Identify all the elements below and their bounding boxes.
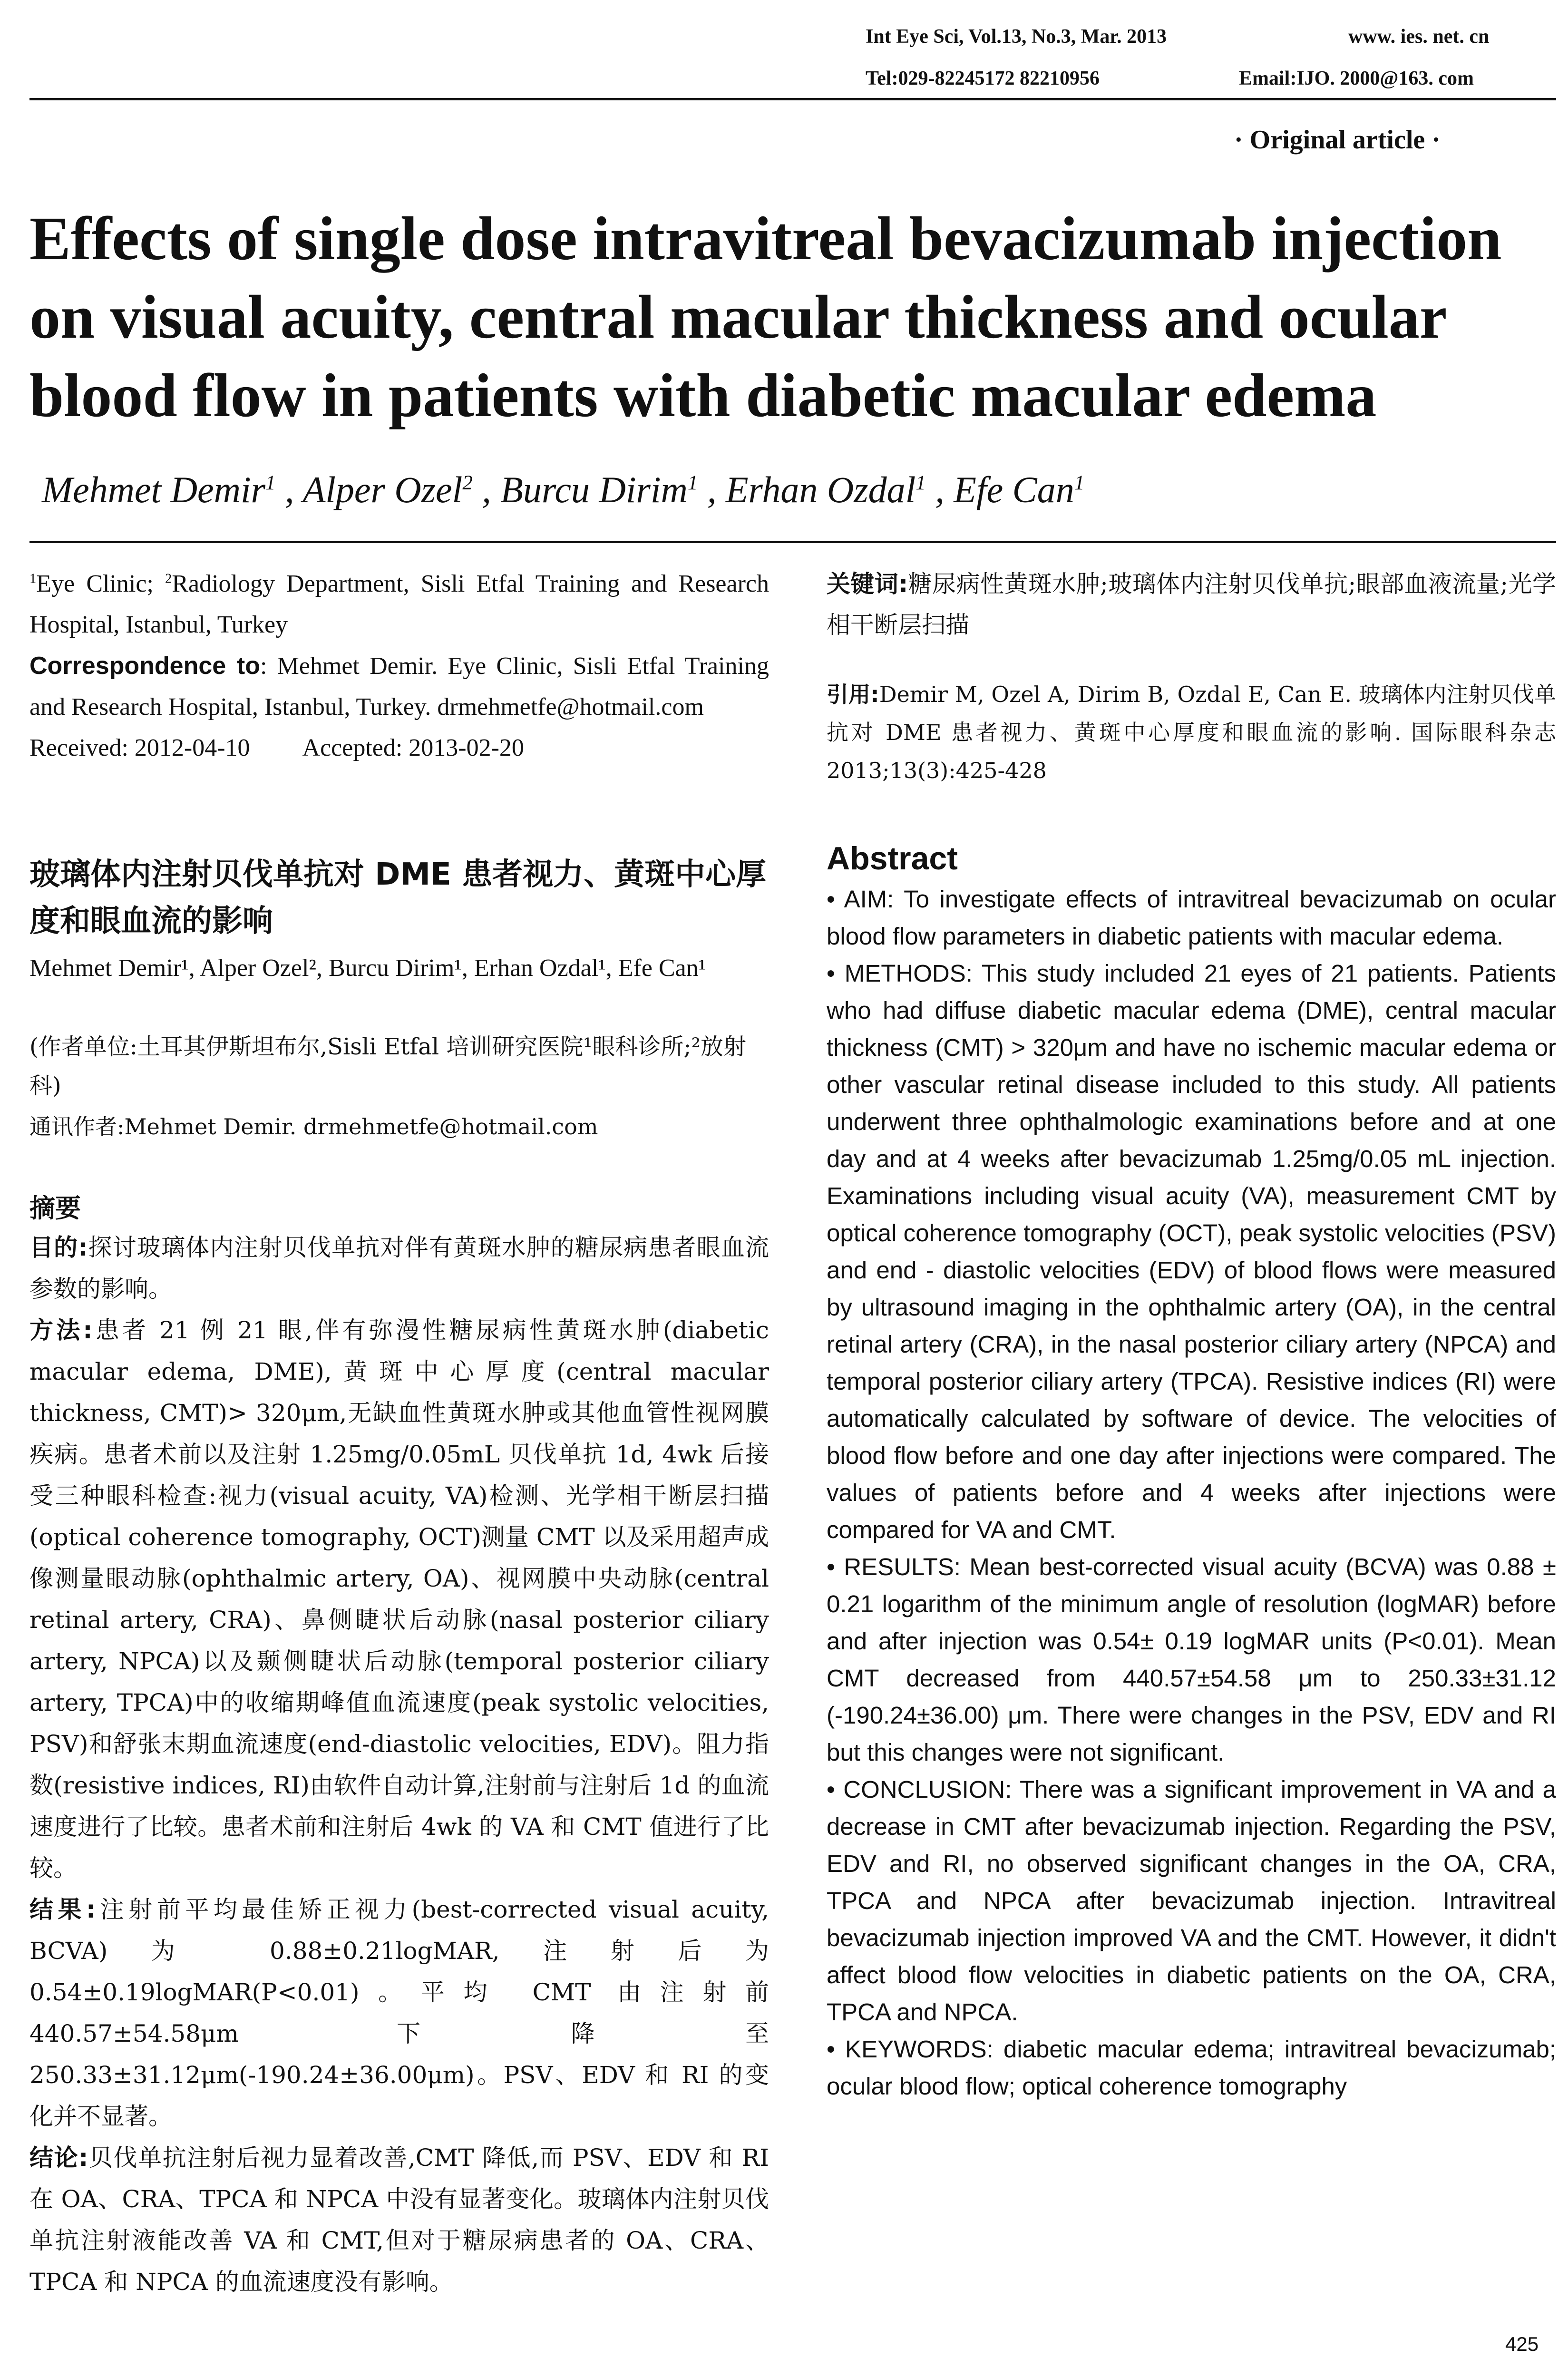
journal-email: Email:IJO. 2000@163. com bbox=[1239, 68, 1474, 89]
zh-citation: 引用:Demir M, Ozel A, Dirim B, Ozdal E, Can E. 玻璃体内注射贝伐单抗对 DME 患者视力、黄斑中心厚度和眼血流的影响. 国际眼科杂志 2013;13(3):425-428 bbox=[827, 682, 1556, 783]
author: , Alper Ozel$^2$ bbox=[285, 469, 473, 510]
page-number: 425 bbox=[1505, 2333, 1539, 2355]
author: , Erhan Ozdal$^1$ bbox=[707, 469, 926, 510]
zh-results: 结果:注射前平均最佳矫正视力(best-corrected visual acuity, BCVA)为 0.88±0.21logMAR,注射后为 0.54±0.19logMAR(P<0.01)。平均 CMT 由注射前 440.57±54.58μm 下降至 250.33±31.12μm(-190.24±36.00μm)。PSV、EDV 和 RI 的变化并不显著。 bbox=[29, 1896, 769, 2130]
abstract-aim: • AIM: To investigate effects of intravitreal bevacizumab on ocular blood flow parameters in diabetic patients with macular edema. bbox=[827, 886, 1556, 950]
abstract-results: • RESULTS: Mean best-corrected visual acuity (BCVA) was 0.88 ± 0.21 logarithm of the minimum angle of resolution (logMAR) before and after injection was 0.54± 0.19 logMAR units (P<0.01). Mean CMT decreased from 440.57±54.58 μm to 250.33±31.12 (-190.24±36.00) μm. There were changes in the PSV, EDV and RI but this changes were not significant. bbox=[827, 1553, 1556, 1766]
affiliation: $^1$Eye Clinic; $^2$Radiology Department, Sisli Etfal Training and Research Hospital, Istanbul, Turkey bbox=[29, 570, 769, 638]
author: , Efe Can$^1$ bbox=[935, 469, 1084, 510]
zh-keywords: 关键词:糖尿病性黄斑水肿;玻璃体内注射贝伐单抗;眼部血液流量;光学相干断层扫描 bbox=[827, 570, 1556, 639]
journal-tel: Tel:029-82245172 82210956 bbox=[866, 68, 1100, 89]
author-list bbox=[42, 466, 1084, 514]
affiliation-block bbox=[29, 564, 769, 769]
zh-aim: 目的:探讨玻璃体内注射贝伐单抗对伴有黄斑水肿的糖尿病患者眼血流参数的影响。 bbox=[29, 1234, 769, 1303]
article-title: Effects of single dose intravitreal bevacizumab injection on visual acuity, central macular thickness and ocular blood flow in patients with diabetic macular edema bbox=[29, 205, 1502, 430]
header-rule bbox=[29, 98, 1556, 100]
journal-website: www. ies. net. cn bbox=[1348, 26, 1490, 48]
dates: Received: 2012-04-10 Accepted: 2013-02-20 bbox=[29, 734, 524, 761]
zh-authors: Mehmet Demir¹, Alper Ozel², Burcu Dirim¹, Erhan Ozdal¹, Efe Can¹ bbox=[29, 955, 706, 982]
article-type: · Original article · bbox=[1234, 125, 1441, 155]
author: , Burcu Dirim$^1$ bbox=[482, 469, 698, 510]
author: Mehmet Demir$^1$ bbox=[42, 469, 276, 510]
correspondence: Correspondence to: Mehmet Demir. Eye Clinic, Sisli Etfal Training and Research Hospital, Istanbul, Turkey. drmehmetfe@hotmail.com bbox=[29, 652, 769, 721]
zh-conclusion: 结论:贝伐单抗注射后视力显着改善,CMT 降低,而 PSV、EDV 和 RI 在 OA、CRA、TPCA 和 NPCA 中没有显著变化。玻璃体内注射贝伐单抗注射液能改善 VA 和 CMT,但对于糖尿病患者的 OA、CRA、TPCA 和 NPCA 的血流速度没有影响。 bbox=[29, 2144, 769, 2296]
abstract-heading: Abstract bbox=[827, 840, 958, 877]
title-rule bbox=[29, 541, 1556, 543]
zh-title: 玻璃体内注射贝伐单抗对 DME 患者视力、黄斑中心厚度和眼血流的影响 bbox=[29, 857, 767, 939]
abstract-conclusion: • CONCLUSION: There was a significant improvement in VA and a decrease in CMT after bevacizumab injection. Regarding the PSV, EDV and RI, no observed significant changes in the OA, CRA, TPCA and NPCA after bevacizumab injection. Intravitreal bevacizumab injection improved VA and the CMT. However, it didn't affect blood flow velocities in diabetic patients on the OA, CRA, TPCA and NPCA. bbox=[827, 1776, 1556, 2026]
abstract-keywords: • KEYWORDS: diabetic macular edema; intravitreal bevacizumab; ocular blood flow; optical coherence tomography bbox=[827, 2036, 1557, 2100]
zh-abstract-body bbox=[29, 1227, 769, 2303]
zh-abstract-heading: 摘要 bbox=[29, 1193, 81, 1223]
zh-correspondence: 通讯作者:Mehmet Demir. drmehmetfe@hotmail.com bbox=[29, 1114, 598, 1140]
zh-methods: 方法:患者 21 例 21 眼,伴有弥漫性糖尿病性黄斑水肿(diabetic macular edema, DME),黄斑中心厚度(central macular thickness, CMT)> 320μm,无缺血性黄斑水肿或其他血管性视网膜疾病。患者术前以及注射 1.25mg/0.05mL 贝伐单抗 1d, 4wk 后接受三种眼科检查:视力(visual acuity, VA)检测、光学相干断层扫描(optical coherence tomography, OCT)测量 CMT 以及采用超声成像测量眼动脉(ophthalmic artery, OA)、视网膜中央动脉(central retinal artery, CRA)、鼻侧睫状后动脉(nasal posterior ciliary artery, NPCA)以及颞侧睫状后动脉(temporal posterior ciliary artery, TPCA)中的收缩期峰值血流速度(peak systolic velocities, PSV)和舒张末期血流速度(end-diastolic velocities, EDV)。阻力指数(resistive indices, RI)由软件自动计算,注射前与注射后 1d 的血流速度进行了比较。患者术前和注射后 4wk 的 VA 和 CMT 值进行了比较。 bbox=[29, 1316, 769, 1882]
abstract-methods: • METHODS: This study included 21 eyes of 21 patients. Patients who had diffuse diabetic macular edema (DME), central macular thickness (CMT) > 320μm and have no ischemic macular edema or other vascular retinal disease included to this study. All patients underwent three ophthalmologic examinations before and at one day and at 4 weeks after bevacizumab 1.25mg/0.05 mL injection. Examinations including visual acuity (VA), measurement CMT by optical coherence tomography (OCT), peak systolic velocities (PSV) and end - diastolic velocities (EDV) of blood flows were measured by ultrasound imaging in the ophthalmic artery (OA), in the central retinal artery (CRA), in the nasal posterior ciliary artery (NPCA) and temporal posterior ciliary artery (TPCA). Resistive indices (RI) were automatically calculated by software of device. The velocities of blood flow before and one day after injections were compared. The values of patients before and 4 weeks after injections were compared for VA and CMT. bbox=[827, 960, 1556, 1543]
journal-info: Int Eye Sci, Vol.13, No.3, Mar. 2013 bbox=[866, 26, 1167, 48]
zh-affiliation: (作者单位:土耳其伊斯坦布尔,Sisli Etfal 培训研究医院¹眼科诊所;²放射科) bbox=[29, 1033, 746, 1099]
abstract-body bbox=[827, 881, 1556, 2105]
